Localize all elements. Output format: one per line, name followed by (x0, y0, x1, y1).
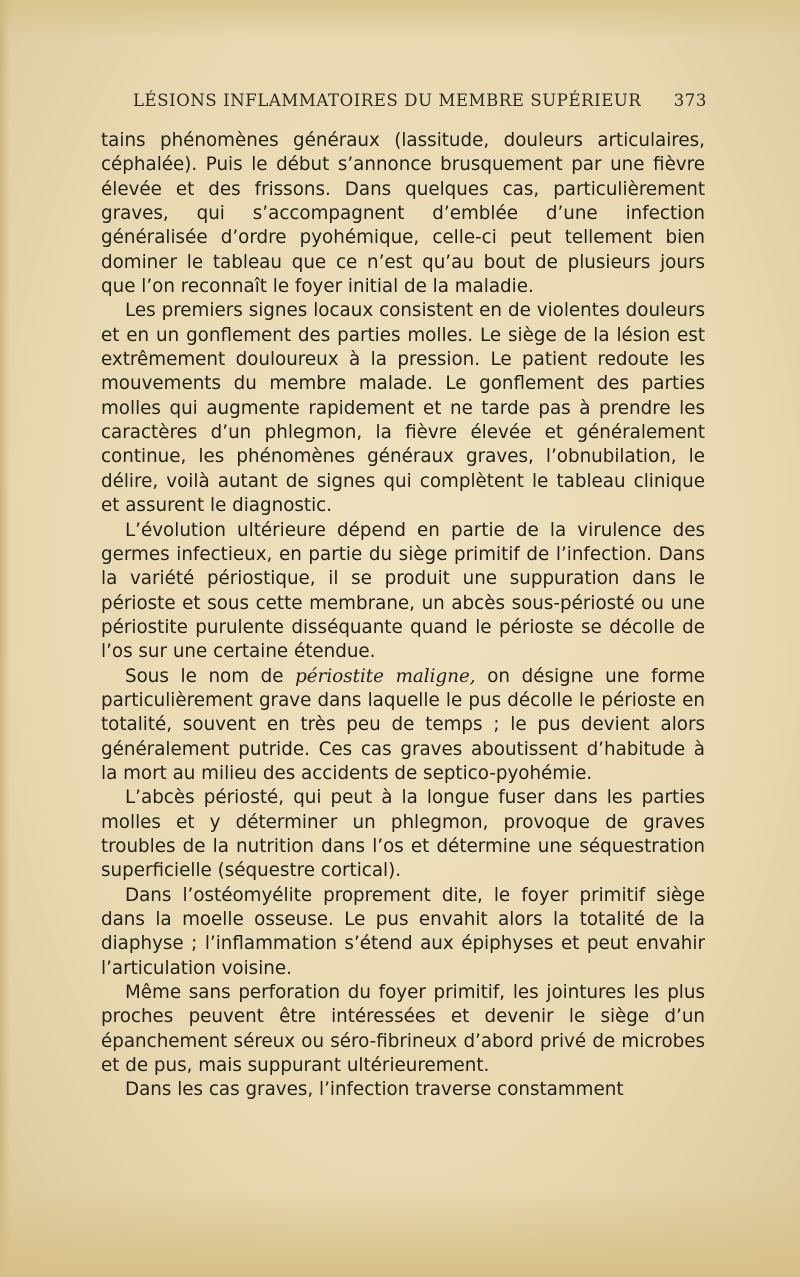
paragraph-osteomyelitis: Dans l’ostéomyélite proprement dite, le foyer primitif siège dans la moelle osseuse. Le pus envahit alors la totalité de la diaphyse ; l’inflammation s’étend aux épiphyses et peut envahir l’articulation voisine. (101, 884, 705, 979)
running-title: LÉSIONS INFLAMMATOIRES DU MEMBRE SUPÉRIEUR (133, 91, 642, 110)
paragraph-continuation: tains phénomènes généraux (lassitude, douleurs articulaires, céphalée). Puis le début s’annonce brusquement par une fièvre élevée et des frissons. Dans quelques cas, particulièrement graves, qui s’accompagnent d’emblée d’une infection généralisée d’ordre pyohémique, celle-ci peut tellement bien dominer le tableau que ce n’est qu’au bout de plusieurs jours que l’on reconnaît le foyer initial de la maladie. (101, 130, 705, 298)
paragraph-text-lead: Sous le nom de (125, 665, 296, 687)
paragraph-evolution: L’évolution ultérieure dépend en partie de la virulence des germes infectieux, en partie du siège primitif de l’infection. Dans la variété périostique, il se produit une suppuration dans le périoste et sous cette membrane, un abcès sous-périosté ou une périostite purulente disséquante quand le périoste se décolle de l’os sur une certaine étendue. (101, 519, 705, 663)
paragraph-severe-cases: Dans les cas graves, l’infection traverse constamment (125, 1079, 624, 1101)
italic-term: périostite maligne, (295, 665, 476, 687)
paragraph-malignant-periostitis (101, 665, 705, 787)
paragraph-joints: Même sans perforation du foyer primitif, les jointures les plus proches peuvent être intéressées et devenir le siège d’un épanchement séreux ou séro-fibrineux d’abord privé de microbes et de pus, mais suppurant ultérieurement. (101, 982, 705, 1077)
body-text (101, 129, 705, 1103)
paragraph-text-rest: on désigne une forme particulièrement grave dans laquelle le pus décolle le périoste en totalité, souvent en très peu de temps ; le pus devient alors généralement putride. Ces cas graves aboutissent d’habitude à la mort au milieu des accidents de septico-pyohémie. (101, 665, 706, 784)
page-top-shadow (0, 0, 800, 40)
page-left-edge (0, 0, 10, 1277)
page-bottom-shadow (0, 1187, 800, 1277)
page-number: 373 (673, 91, 707, 110)
running-header (133, 91, 707, 115)
paragraph-local-signs: Les premiers signes locaux consistent en de violentes douleurs et en un gonflement des parties molles. Le siège de la lésion est extrêmement douloureux à la pression. Le patient redoute les mouvements du membre malade. Le gonflement des parties molles qui augmente rapidement et ne tarde pas à prendre les caractères d’un phlegmon, la fièvre élevée et généralement continue, les phénomènes généraux graves, l’obnubilation, le délire, voilà autant de signes qui complètent le tableau clinique et assurent le diagnostic. (101, 300, 705, 517)
paragraph-periosteal-abscess: L’abcès périosté, qui peut à la longue fuser dans les parties molles et y déterminer un phlegmon, provoque de graves troubles de la nutrition dans l’os et détermine une séquestration superficielle (séquestre cortical). (101, 787, 705, 882)
